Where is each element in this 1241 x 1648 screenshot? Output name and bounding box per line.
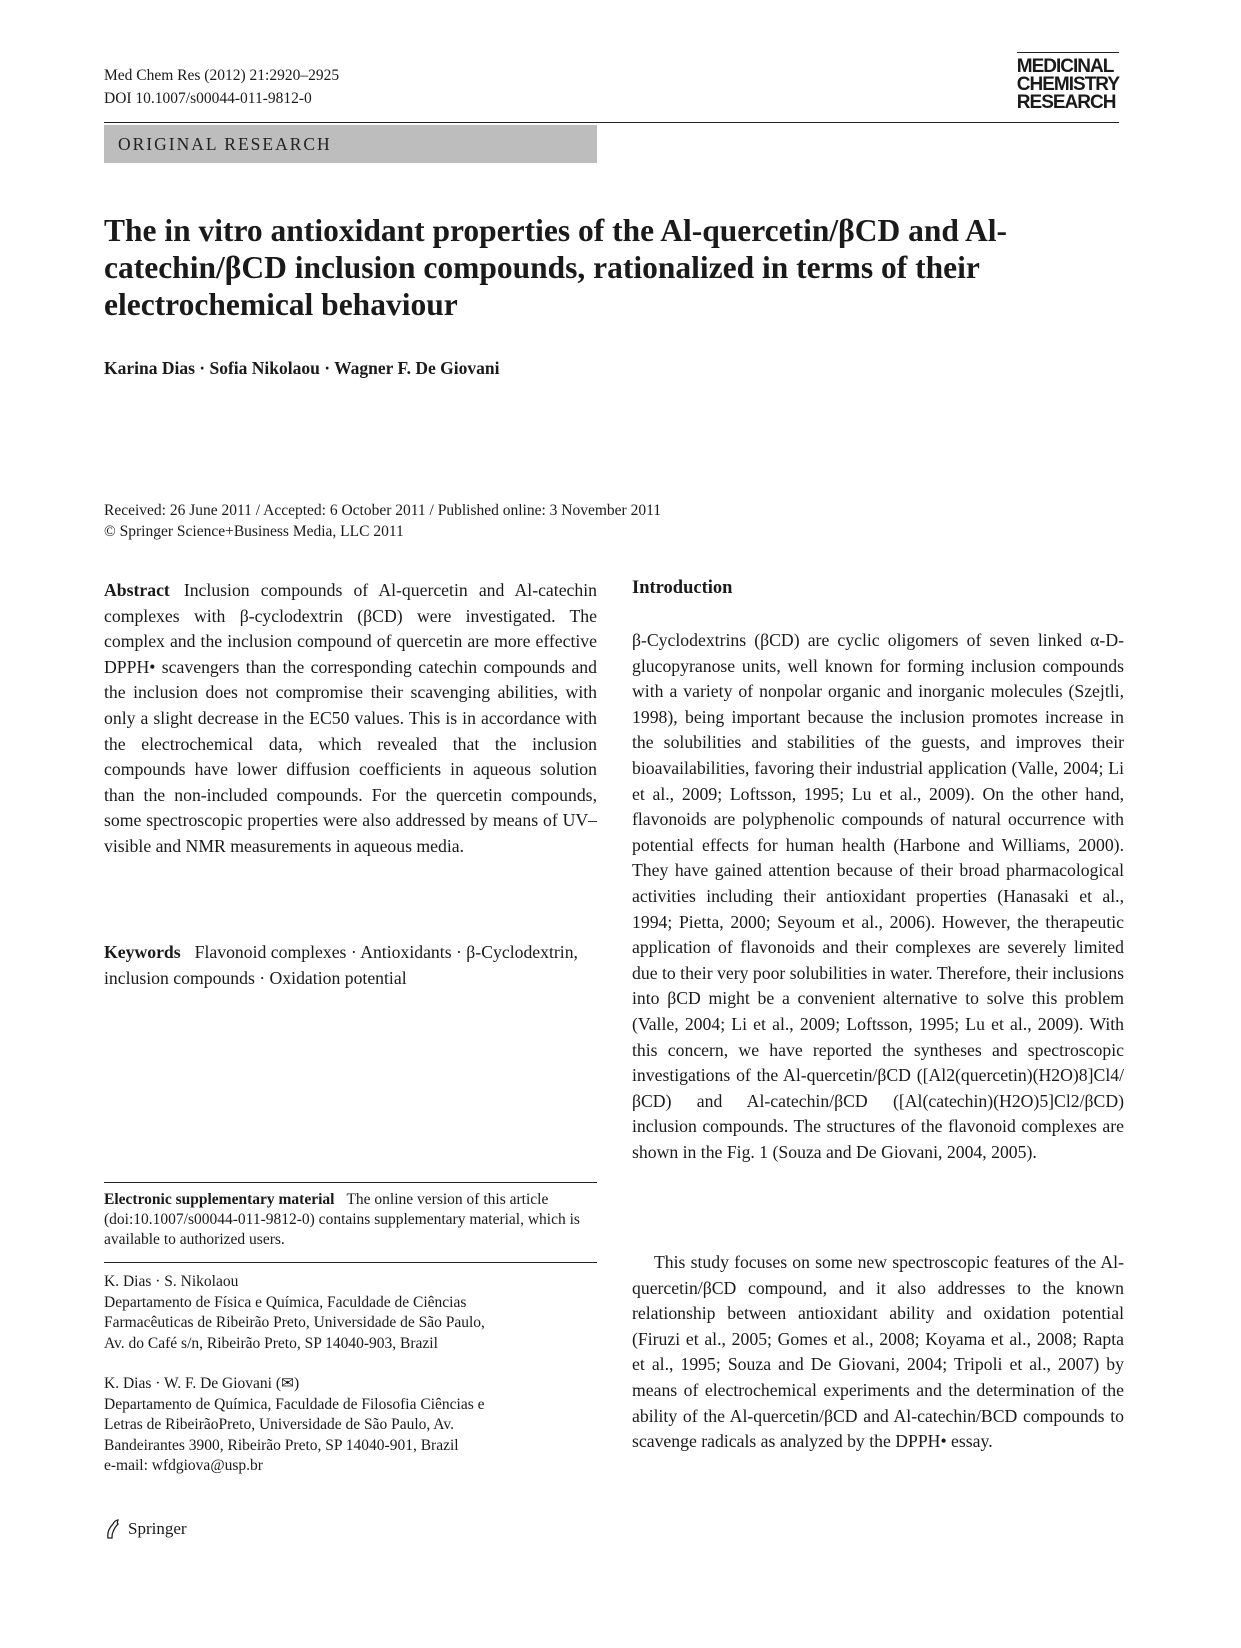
introduction-paragraph-1: β-Cyclodextrins (βCD) are cyclic oligomers of seven linked α-D-glucopyranose units, well known for forming inclusion compounds with a variety of nonpolar organic and inorganic molecules (Szejtli, 1998), being important because the inclusion promotes increase in the solubilities and stabilities of the guests, and improves their bioavailabilities, favoring their industrial application (Valle, 2004; Li et al., 2009; Loftsson, 1995; Lu et al., 2009). On the other hand, flavonoids are polyphenolic compounds of natural occurrence with potential effects for human health (Harbone and Williams, 2000). They have gained attention because of their broad pharmacological activities including their antioxidant properties (Hanasaki et al., 1994; Pietta, 2000; Seyoum et al., 2006). However, the therapeutic application of flavonoids and their complexes are severely limited due to their very poor solubilities in water. Therefore, their inclusions into βCD might be a convenient alternative to solve this problem (Valle, 2004; Li et al., 2009; Loftsson, 1995; Lu et al., 2009). With this concern, we have reported the syntheses and spectroscopic investigations of the Al-quercetin/βCD ([Al2(quercetin)(H2O)8]Cl4/βCD) and Al-catechin/βCD ([Al(catechin)(H2O)5]Cl2/βCD) inclusion compounds. The structures of the flavonoid complexes are shown in the Fig. 1 (Souza and De Giovani, 2004, 2005). xyxy=(632,630,1124,1162)
keywords-label: Keywords xyxy=(104,942,181,962)
introduction-paragraph-2: This study focuses on some new spectroscopic features of the Al-quercetin/βCD compound, and it also addresses to the known relationship between antioxidant ability and oxidation potential (Firuzi et al., 2005; Gomes et al., 2008; Koyama et al., 2008; Rapta et al., 1995; Souza and De Giovani, 2004; Tripoli et al., 2007) by means of electrochemical experiments and the determination of the ability of the Al-quercetin/βCD and Al-catechin/BCD compounds to scavenge radicals as analyzed by the DPPH• essay. xyxy=(632,1252,1124,1452)
supplementary-note xyxy=(104,1190,597,1250)
springer-horse-icon xyxy=(104,1518,122,1540)
running-header xyxy=(104,64,339,110)
affiliation-1: K. Dias · S. Nikolaou Departamento de Física e Química, Faculdade de Ciências Farmacêuticas de Ribeirão Preto, Universidade de São Paulo, Av. do Café s/n, Ribeirão Preto, SP 14040-903, Brazil xyxy=(104,1273,485,1352)
publisher-footer xyxy=(104,1518,187,1540)
affiliation-rule xyxy=(104,1262,597,1263)
esm-rule xyxy=(104,1182,597,1183)
introduction-heading: Introduction xyxy=(632,578,733,598)
keywords-text: Flavonoid complexes · Antioxidants · β-Cyclodextrin, inclusion compounds · Oxidation potential xyxy=(104,942,578,988)
citation: Med Chem Res (2012) 21:2920–2925 xyxy=(104,67,340,84)
header-rule xyxy=(104,122,1119,123)
doi: DOI 10.1007/s00044-011-9812-0 xyxy=(104,90,312,107)
affiliation-2: K. Dias · W. F. De Giovani (✉) Departamento de Química, Faculdade de Filosofia Ciências e Letras de RibeirãoPreto, Universidade de São Paulo, Av. Bandeirantes 3900, Ribeirão Preto, SP 14040-901, Brazil e-mail: wfdgiova@usp.br xyxy=(104,1374,597,1477)
esm-text[interactable]: The online version of this article (doi:10.1007/s00044-011-9812-0) contains supplementary material, which is available to authorized users. xyxy=(104,1191,580,1248)
esm-label: Electronic supplementary material xyxy=(104,1191,335,1208)
copyright: © Springer Science+Business Media, LLC 2011 xyxy=(104,523,404,540)
section-label: ORIGINAL RESEARCH xyxy=(104,125,597,163)
abstract-text: Inclusion compounds of Al-quercetin and Al-catechin complexes with β-cyclodextrin (βCD) were investigated. The complex and the inclusion compound of quercetin are more effective DPPH• scavengers than the corresponding catechin compounds and the inclusion does not compromise their scavenging abilities, with only a slight decrease in the EC50 values. This is in accordance with the electrochemical data, which revealed that the inclusion compounds have lower diffusion coefficients in aqueous solution than the non-included compounds. For the quercetin compounds, some spectroscopic properties were also addressed by means of UV–visible and NMR measurements in aqueous media. xyxy=(104,580,597,856)
abstract-label: Abstract xyxy=(104,580,170,600)
publisher-name: Springer xyxy=(128,1519,187,1538)
article-title: The in vitro antioxidant properties of the Al-quercetin/βCD and Al-catechin/βCD inclusion compounds, rationalized in terms of their electrochemical behaviour xyxy=(104,213,1008,322)
journal-logo: MEDICINAL CHEMISTRY RESEARCH xyxy=(1017,52,1119,112)
abstract xyxy=(104,578,597,860)
email-link[interactable]: e-mail: wfdgiova@usp.br xyxy=(104,1457,263,1474)
publication-dates: Received: 26 June 2011 / Accepted: 6 October 2011 / Published online: 3 November 2011 © Springer Science+Business Media, LLC 2011 xyxy=(104,502,662,540)
keywords xyxy=(104,940,597,991)
authors: Karina Dias · Sofia Nikolaou · Wagner F. De Giovani xyxy=(104,358,500,378)
